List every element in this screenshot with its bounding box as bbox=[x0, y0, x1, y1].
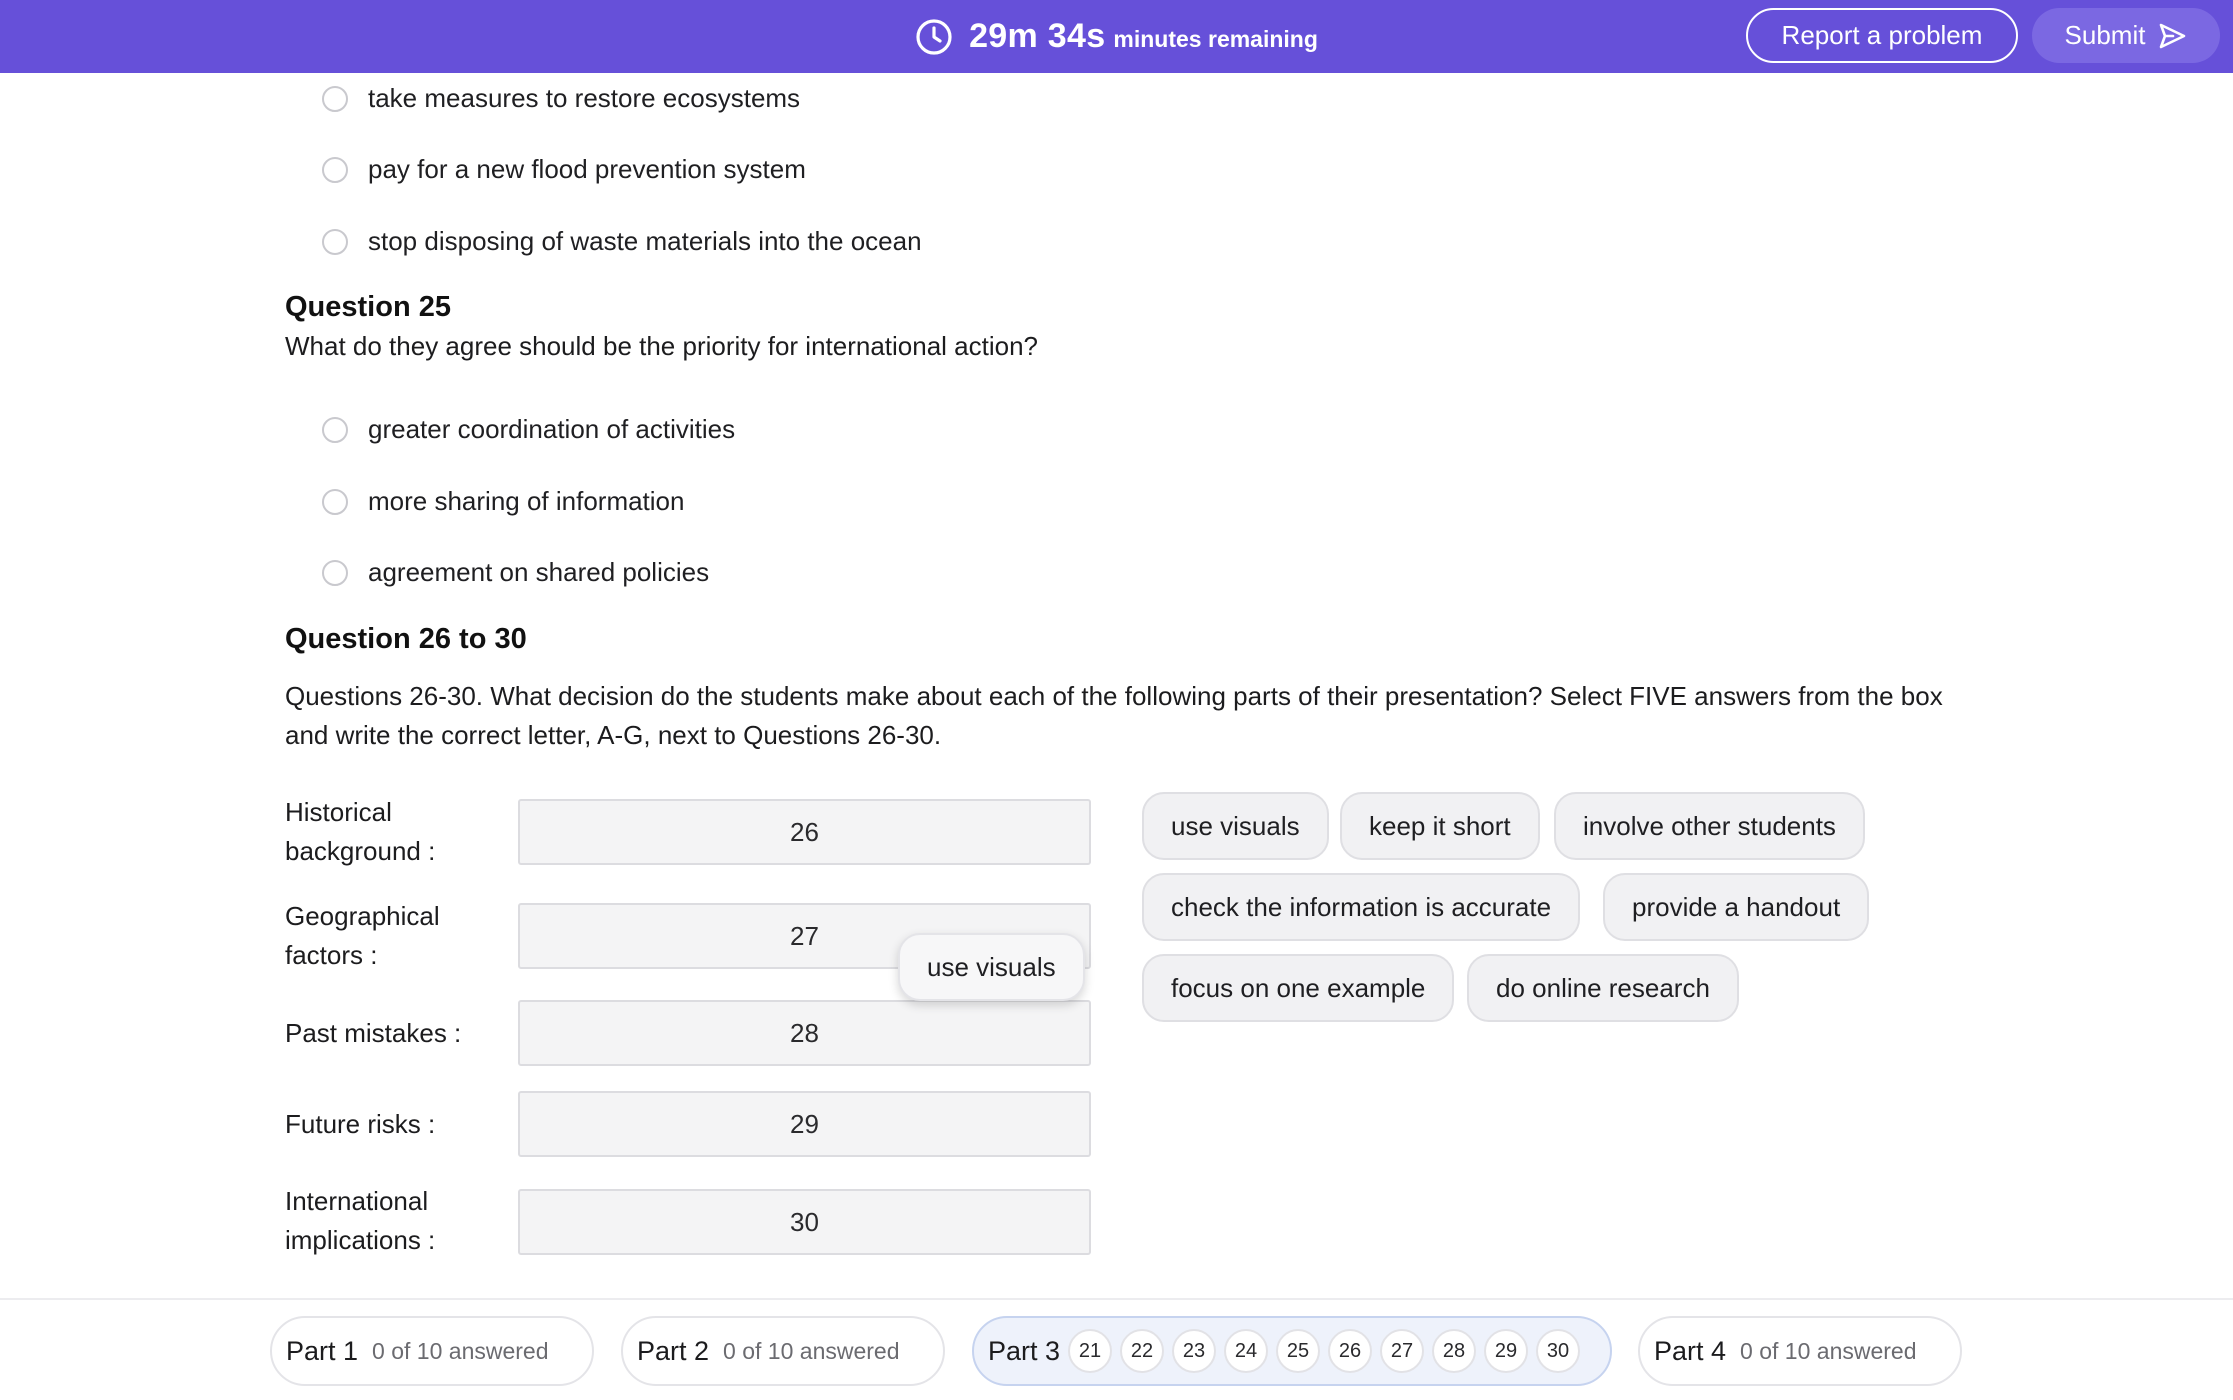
choice-chip-online-research[interactable]: do online research bbox=[1467, 954, 1739, 1022]
submit-button[interactable] bbox=[2032, 8, 2220, 63]
q24-option-3[interactable] bbox=[322, 226, 922, 257]
question-26-30-title: Question 26 to 30 bbox=[285, 623, 527, 655]
option-label: agreement on shared policies bbox=[368, 557, 710, 587]
question-number-22[interactable]: 22 bbox=[1120, 1329, 1164, 1373]
submit-label: Submit bbox=[2064, 20, 2146, 50]
question-content bbox=[0, 73, 2233, 1298]
q24-option-2[interactable] bbox=[322, 154, 806, 185]
clock-icon bbox=[915, 18, 953, 56]
question-number-21[interactable]: 21 bbox=[1068, 1329, 1112, 1373]
part-status: 0 of 10 answered bbox=[372, 1337, 549, 1364]
row-label-historical: Historical background : bbox=[285, 797, 436, 866]
row-label-geographical: Geographical factors : bbox=[285, 901, 440, 970]
q25-option-2[interactable] bbox=[322, 486, 684, 517]
radio-button[interactable] bbox=[322, 489, 348, 515]
choice-chip-focus-one-example[interactable]: focus on one example bbox=[1142, 954, 1454, 1022]
time-remaining-label: minutes remaining bbox=[1113, 26, 1318, 52]
time-remaining: 29m 34s bbox=[969, 17, 1106, 55]
question-number-25[interactable]: 25 bbox=[1276, 1329, 1320, 1373]
part-status: 0 of 10 answered bbox=[1740, 1337, 1917, 1364]
option-label: more sharing of information bbox=[368, 486, 685, 516]
part-3-tab[interactable] bbox=[972, 1316, 1612, 1386]
question-25-text: What do they agree should be the priority for international action? bbox=[285, 331, 1039, 361]
drop-zone-28[interactable]: 28 bbox=[518, 1000, 1091, 1066]
bottom-navigation bbox=[0, 1298, 2233, 1400]
report-problem-button[interactable]: Report a problem bbox=[1746, 8, 2018, 63]
question-number-30[interactable]: 30 bbox=[1536, 1329, 1580, 1373]
question-number-29[interactable]: 29 bbox=[1484, 1329, 1528, 1373]
part-name: Part 1 bbox=[286, 1335, 359, 1366]
choice-chip-keep-it-short[interactable]: keep it short bbox=[1340, 792, 1540, 860]
drop-zone-27[interactable]: 27 bbox=[518, 903, 1091, 969]
drop-zone-29[interactable]: 29 bbox=[518, 1091, 1091, 1157]
option-label: take measures to restore ecosystems bbox=[368, 83, 801, 113]
option-label: stop disposing of waste materials into the ocean bbox=[368, 226, 922, 256]
question-number-26[interactable]: 26 bbox=[1328, 1329, 1372, 1373]
part-name: Part 3 bbox=[988, 1335, 1061, 1366]
radio-button[interactable] bbox=[322, 417, 348, 443]
q24-option-1[interactable] bbox=[322, 83, 800, 114]
question-25-title: Question 25 bbox=[285, 291, 451, 323]
q25-option-3[interactable] bbox=[322, 557, 709, 588]
question-number-28[interactable]: 28 bbox=[1432, 1329, 1476, 1373]
question-number-27[interactable]: 27 bbox=[1380, 1329, 1424, 1373]
radio-button[interactable] bbox=[322, 157, 348, 183]
row-label-future-risks: Future risks : bbox=[285, 1109, 436, 1139]
question-number-24[interactable]: 24 bbox=[1224, 1329, 1268, 1373]
timer bbox=[915, 17, 1318, 56]
radio-button[interactable] bbox=[322, 560, 348, 586]
choice-chip-involve-other-students[interactable]: involve other students bbox=[1554, 792, 1865, 860]
part-name: Part 2 bbox=[637, 1335, 710, 1366]
q25-option-1[interactable] bbox=[322, 414, 735, 445]
row-label-past-mistakes: Past mistakes : bbox=[285, 1018, 462, 1048]
choice-chip-provide-handout[interactable]: provide a handout bbox=[1603, 873, 1869, 941]
part-4-tab[interactable] bbox=[1638, 1316, 1962, 1386]
row-label-international: International implications : bbox=[285, 1186, 436, 1255]
question-26-30-text: Questions 26-30. What decision do the students make about each of the following parts of their presentation? Select FIVE answers from the box and write the correct letter, A-G, next to Questions 26-30. bbox=[285, 681, 1943, 750]
top-bar bbox=[0, 0, 2233, 73]
part-1-tab[interactable] bbox=[270, 1316, 594, 1386]
option-label: pay for a new flood prevention system bbox=[368, 154, 806, 184]
part-status: 0 of 10 answered bbox=[723, 1337, 900, 1364]
part-name: Part 4 bbox=[1654, 1335, 1727, 1366]
choice-chip-check-information[interactable]: check the information is accurate bbox=[1142, 873, 1580, 941]
dragging-chip[interactable]: use visuals bbox=[898, 933, 1085, 1001]
radio-button[interactable] bbox=[322, 229, 348, 255]
drop-zone-26[interactable]: 26 bbox=[518, 799, 1091, 865]
choice-chip-use-visuals[interactable]: use visuals bbox=[1142, 792, 1329, 860]
question-number-23[interactable]: 23 bbox=[1172, 1329, 1216, 1373]
radio-button[interactable] bbox=[322, 86, 348, 112]
part-2-tab[interactable] bbox=[621, 1316, 945, 1386]
send-icon bbox=[2157, 21, 2187, 51]
option-label: greater coordination of activities bbox=[368, 414, 736, 444]
drop-zone-30[interactable]: 30 bbox=[518, 1189, 1091, 1255]
